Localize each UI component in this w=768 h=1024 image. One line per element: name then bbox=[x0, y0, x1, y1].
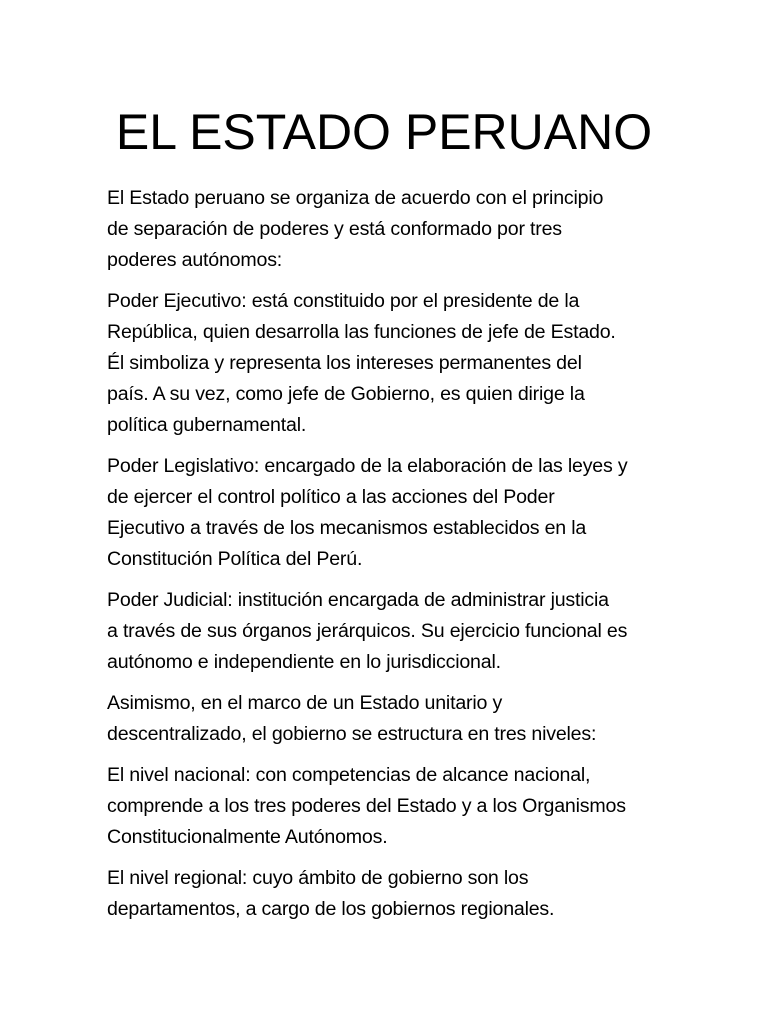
text-line: República, quien desarrolla las funciones de jefe de Estado. bbox=[107, 321, 616, 343]
paragraph-poder-ejecutivo bbox=[107, 286, 667, 441]
text-line: política gubernamental. bbox=[107, 414, 307, 436]
paragraph-niveles-intro bbox=[107, 688, 667, 750]
text-line: comprende a los tres poderes del Estado y a los Organismos bbox=[107, 795, 626, 817]
text-line: Poder Judicial: institución encargada de administrar justicia bbox=[107, 589, 609, 611]
document-title: EL ESTADO PERUANO bbox=[115, 104, 653, 160]
paragraph-nivel-regional bbox=[107, 863, 667, 925]
text-line: de ejercer el control político a las acciones del Poder bbox=[107, 486, 555, 508]
text-line: El nivel regional: cuyo ámbito de gobierno son los bbox=[107, 867, 529, 889]
text-line: Poder Ejecutivo: está constituido por el presidente de la bbox=[107, 290, 580, 312]
text-line: Poder Legislativo: encargado de la elaboración de las leyes y bbox=[107, 455, 628, 477]
text-line: departamentos, a cargo de los gobiernos regionales. bbox=[107, 898, 555, 920]
text-line: El Estado peruano se organiza de acuerdo con el principio bbox=[107, 187, 604, 209]
text-line: de separación de poderes y está conformado por tres bbox=[107, 218, 562, 240]
text-line: Él simboliza y representa los intereses permanentes del bbox=[107, 352, 582, 374]
text-line: Constitución Política del Perú. bbox=[107, 548, 363, 570]
text-line: Asimismo, en el marco de un Estado unitario y bbox=[107, 692, 503, 714]
text-line: poderes autónomos: bbox=[107, 249, 283, 271]
text-line: autónomo e independiente en lo jurisdiccional. bbox=[107, 651, 501, 673]
text-line: Constitucionalmente Autónomos. bbox=[107, 826, 388, 848]
paragraph-intro bbox=[107, 183, 667, 276]
paragraph-poder-judicial bbox=[107, 585, 667, 678]
paragraph-poder-legislativo bbox=[107, 451, 667, 575]
text-line: a través de sus órganos jerárquicos. Su ejercicio funcional es bbox=[107, 620, 628, 642]
text-line: descentralizado, el gobierno se estructura en tres niveles: bbox=[107, 723, 597, 745]
document-body bbox=[107, 183, 667, 935]
text-line: país. A su vez, como jefe de Gobierno, es quien dirige la bbox=[107, 383, 585, 405]
text-line: El nivel nacional: con competencias de alcance nacional, bbox=[107, 764, 591, 786]
text-line: Ejecutivo a través de los mecanismos establecidos en la bbox=[107, 517, 587, 539]
paragraph-nivel-nacional bbox=[107, 760, 667, 853]
